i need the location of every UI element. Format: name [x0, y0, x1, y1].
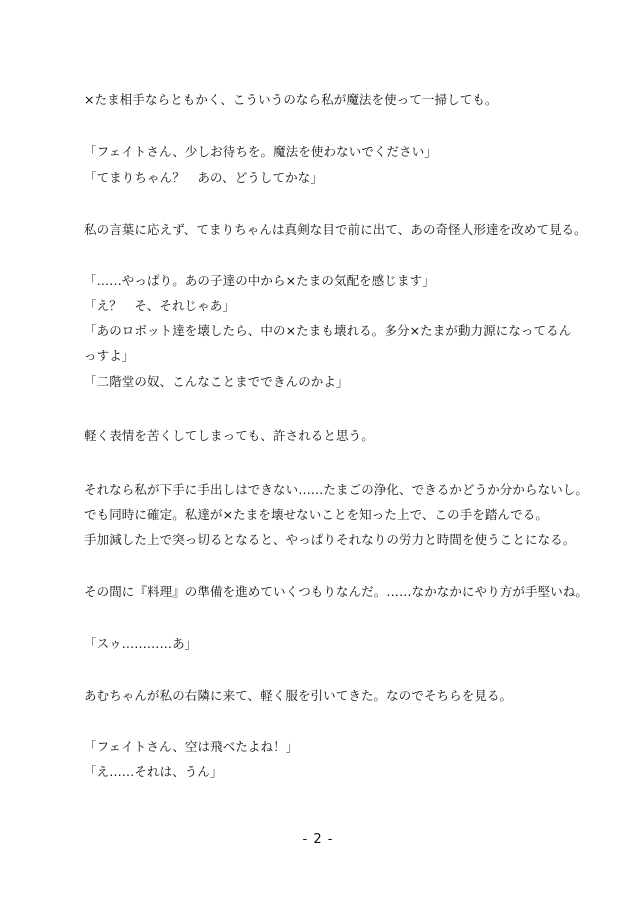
- dialogue-line-continued: っすよ」: [84, 348, 135, 363]
- text-line: その間に『料理』の準備を進めていくつもりなんだ。……なかなかにやり方が手堅いね。: [84, 584, 589, 599]
- text-line: 手加減した上で突っ切るとなると、やっぱりそれなりの労力と時間を使うことになる。: [84, 532, 576, 547]
- dialogue-line: 「フェイトさん、少しお待ちを。魔法を使わないでください」: [84, 144, 437, 159]
- text-line: でも同時に確定。私達が×たまを壊せないことを知った上で、この手を踏んでる。: [84, 507, 548, 522]
- text-line: ×たま相手ならともかく、こういうのなら私が魔法を使って一掃しても。: [84, 92, 498, 107]
- dialogue-line: 「てまりちゃん？ あの、どうしてかな」: [84, 170, 323, 185]
- dialogue-line: 「スゥ…………あ」: [84, 636, 198, 651]
- dialogue-line: 「……やっぱり。あの子達の中から×たまの気配を感じます」: [84, 273, 435, 288]
- dialogue-line: 「え？ そ、それじゃあ」: [84, 298, 235, 313]
- dialogue-line: 「あのロボット達を壊したら、中の×たまも壊れる。多分×たまが動力源になってるん: [84, 323, 572, 338]
- text-line: それなら私が下手に手出しはできない……たまごの浄化、できるかどうか分からないし。: [84, 482, 589, 497]
- dialogue-line: 「フェイトさん、空は飛べたよね！」: [84, 739, 299, 754]
- dialogue-line: 「二階堂の奴、こんなことまでできんのかよ」: [84, 374, 349, 389]
- text-line: 軽く表情を苦くしてしまっても、許されると思う。: [84, 428, 374, 443]
- text-line: 私の言葉に応えず、てまりちゃんは真剣な目で前に出て、あの奇怪人形達を改めて見る。: [84, 222, 587, 237]
- text-line: あむちゃんが私の右隣に来て、軽く服を引いてきた。なのでそちらを見る。: [84, 688, 513, 703]
- dialogue-line: 「え……それは、うん」: [84, 764, 223, 779]
- page-number: - 2 -: [302, 832, 334, 847]
